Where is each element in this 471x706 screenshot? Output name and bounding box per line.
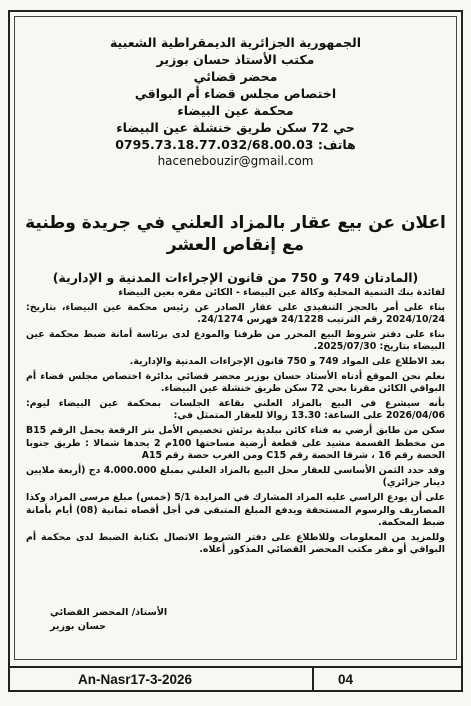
paragraph: بناء على دفتر شروط البيع المحرر من طرفنا والمودع لدى برئاسة أمانة ضبط محكمة عين البيضاء بتاريخ: 2025/07/30. <box>26 328 445 353</box>
announcement-title: اعلان عن بيع عقار بالمزاد العلني في جريدة وطنية مع إنقاص العشر <box>25 213 446 255</box>
court-line: محكمة عين البيضاء <box>177 103 294 118</box>
paragraph: نعلم نحن الموقع أدناه الأستاذ حسان بوزير محضر قضائي بدائرة اختصاص مجلس قضاء أم البواقي الكائن مقرنا بحي 72 سكن طريق خنشلة عين البيضاء. <box>26 370 445 395</box>
announcement-subtitle: (المادتان 749 و 750 من قانون الإجراءات المدنية و الإدارية) <box>52 270 419 285</box>
email-line: hacenebouzir@gmail.com <box>157 154 314 168</box>
announcement-body <box>26 287 445 559</box>
paragraph: بأنه سيشرع في البيع بالمزاد العلني بقاعة الجلسات بمحكمة عين البيضاء ليوم: 2026/04/06 على الساعة: 13.30 زوالا للعقار المتمثل في: <box>26 397 445 422</box>
paragraph: لفائدة بنك التنمية المحلية وكالة عين البيضاء - الكائن مقره بعين البيضاء <box>118 287 445 298</box>
announcement-header <box>10 34 461 170</box>
paragraph: بعد الاطلاع على المواد 749 و 750 قانون الإجراءات المدنية والإدارية. <box>129 355 445 367</box>
announcement-frame <box>8 10 463 692</box>
office-line: مكتب الأستاذ حسان بوزير <box>156 52 315 67</box>
role-line: محضر قضائي <box>193 69 278 84</box>
paragraph: على أن يودع الراسي عليه المزاد المشارك في المزايدة 5/1 (خمس) مبلغ مرسى المزاد وكذا المصاريف والرسوم المستحقة ويدفع المبلغ المتبقي في أجل أقصاه ثمانية (08) أيام بأمانة ضبط المحكمة. <box>26 491 445 529</box>
signature-block <box>50 606 167 634</box>
paragraph: بناء على أمر بالحجز التنفيذي على عقار الصادر عن رئيس محكمة عين البيضاء، بتاريخ: 2024/10/24 رقم الترتيب 24/1228 فهرس 24/1274. <box>26 301 445 326</box>
phone-line: هاتف: 0795.73.18.77.032/68.00.03 <box>115 137 356 152</box>
republic-line: الجمهورية الجزائرية الديمقراطية الشعبية <box>109 35 362 50</box>
paragraph: وللمزيد من المعلومات وللاطلاع على دفتر الشروط الاتصال بكتابة الضبط لدى محكمة أم البواقي أو مقر مكتب المحضر القضائي المذكور أعلاه. <box>26 531 445 556</box>
footer-divider <box>312 668 314 692</box>
publication-date: An-Nasr17-3-2026 <box>78 672 193 687</box>
paragraph: سكن من طابق أرضي به فناء كائن ببلدية برئش تخصيص الأمل بتر الرقعة يحمل الرقم B15 من مخطط القسمة مشيد على قطعة أرضية مساحتها 100م 2 يحدها شمالا : طريق جنوبا الحصة رقم 16 ، شرقا الحصة رقم C15 ومن الغرب حصة رقم A15 <box>26 424 446 462</box>
paragraph: وقد حدد الثمن الأساسي للعقار محل البيع بالمزاد العلني بمبلغ 4.000.000 دج (أربعة ملايين دينار جزائري) <box>26 464 445 489</box>
page-number: 04 <box>338 672 354 687</box>
jurisdiction-line: اختصاص مجلس قضاء أم البواقي <box>134 86 337 101</box>
page-footer <box>8 666 463 692</box>
signature-title: الأستاذ/ المحضر القضائي <box>50 607 168 618</box>
signature-name: حسان بوزير <box>50 621 106 632</box>
address-line: حي 72 سكن طريق خنشلة عين البيضاء <box>116 120 355 135</box>
